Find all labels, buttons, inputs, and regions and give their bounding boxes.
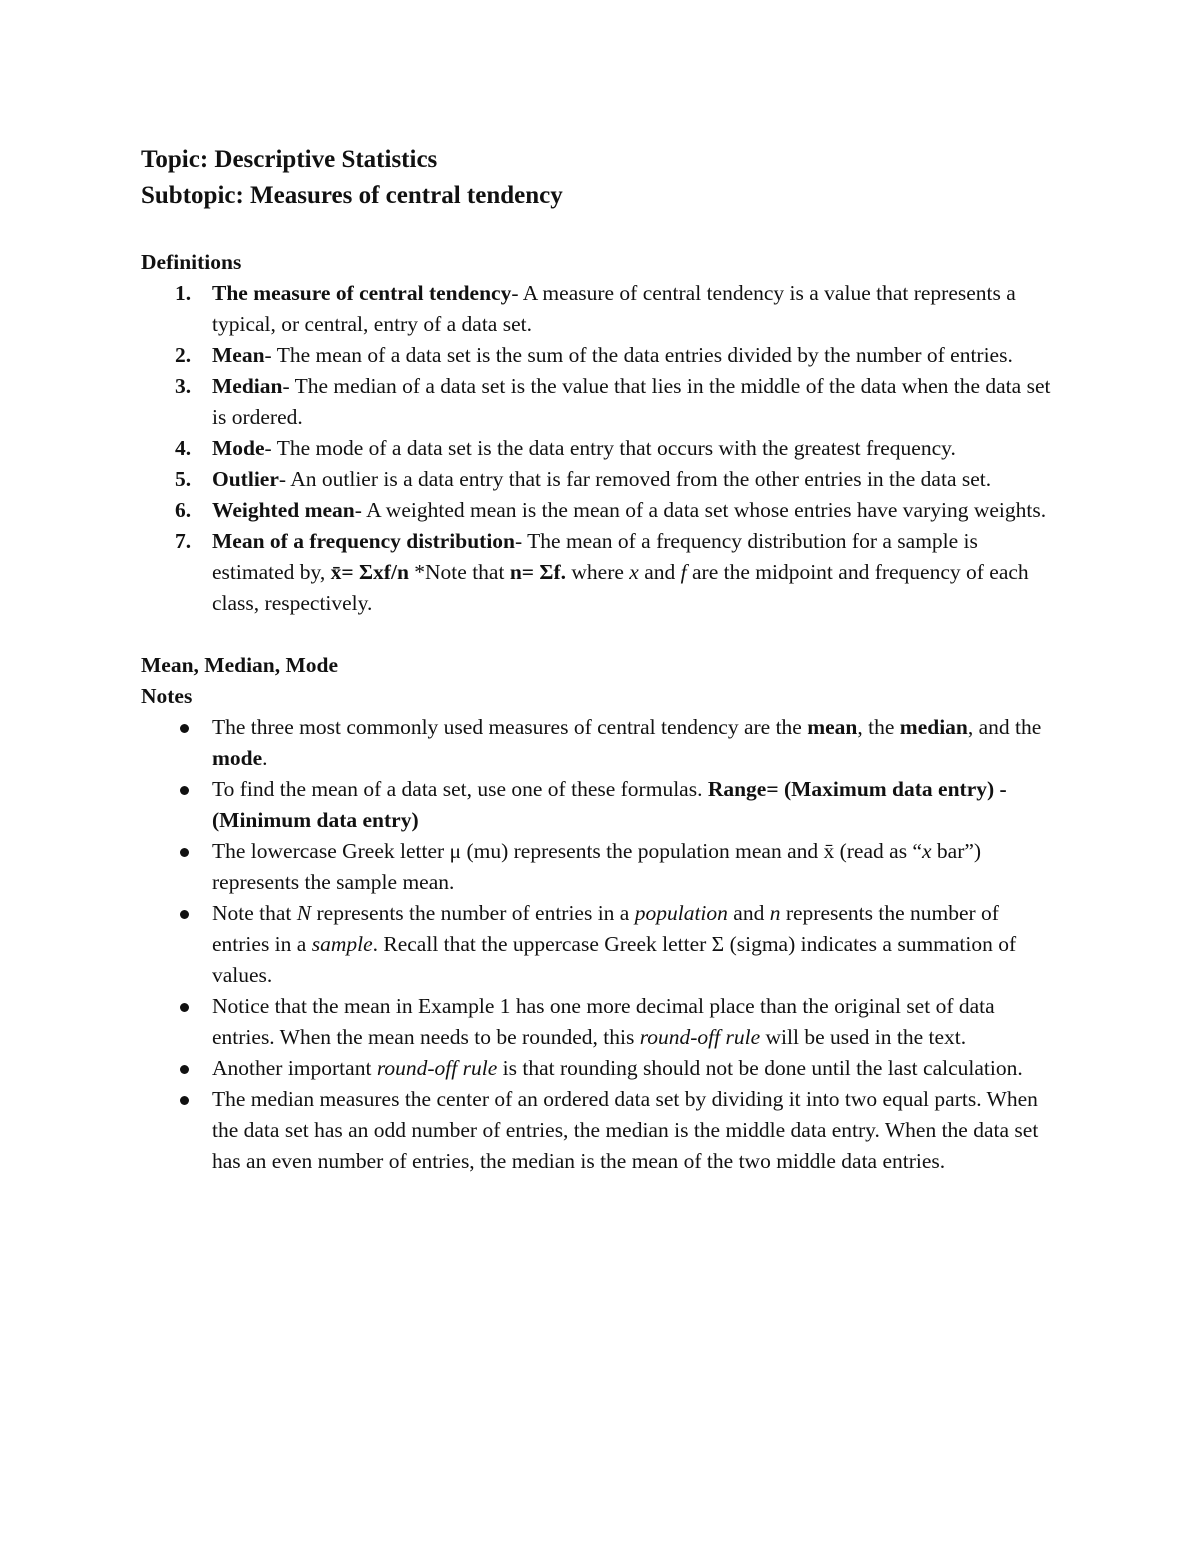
bullet-icon	[180, 1065, 189, 1074]
note-text: will be used in the text.	[760, 1025, 967, 1049]
definition-text: - A weighted mean is the mean of a data set whose entries have varying weights.	[354, 498, 1047, 522]
note-item	[141, 991, 1061, 1053]
note-text: represents the number of entries in a	[212, 901, 999, 956]
note-text: bar”) represents the sample mean.	[212, 839, 982, 894]
topic-title: Topic: Descriptive Statistics	[141, 146, 438, 173]
note-text: .	[262, 746, 268, 770]
note-text: and	[727, 901, 770, 925]
definition-item	[141, 371, 1061, 433]
italic-term: round-off rule	[639, 1025, 761, 1049]
definition-term: Mode	[212, 436, 265, 460]
subtopic-title: Subtopic: Measures of central tendency	[141, 182, 563, 209]
bullet-icon	[180, 1096, 189, 1105]
list-number: 6.	[175, 498, 192, 522]
sample-mean-formula: x̄= Σxf/n	[330, 560, 409, 584]
list-number: 5.	[175, 467, 192, 491]
list-number: 2.	[175, 343, 192, 367]
definition-term: Mean	[212, 343, 265, 367]
note-item	[141, 774, 1061, 836]
note-text: Note that	[212, 901, 297, 925]
definitions-list	[141, 278, 1061, 619]
definition-term: Mean of a frequency distribution	[212, 529, 515, 553]
definitions-heading: Definitions	[141, 250, 242, 274]
definition-item	[141, 278, 1061, 340]
definition-text: - The median of a data set is the value that lies in the middle of the data when the data set is ordered.	[212, 374, 1051, 429]
bold-term: median	[899, 715, 968, 739]
note-mid: where	[566, 560, 630, 584]
definition-item	[141, 464, 1061, 495]
italic-term: population	[634, 901, 728, 925]
definition-item	[141, 340, 1061, 371]
note-text: To find the mean of a data set, use one of these formulas.	[212, 777, 708, 801]
note-item	[141, 712, 1061, 774]
note-text: , and the	[967, 715, 1042, 739]
note-suffix: are the midpoint and frequency of each class, respectively.	[212, 560, 1029, 615]
note-text: The median measures the center of an ordered data set by dividing it into two equal parts. When the data set has an odd number of entries, the median is the middle data entry. When the data set has an even number of entries, the median is the mean of the two middle data entries.	[212, 1087, 1039, 1173]
bullet-icon	[180, 848, 189, 857]
notes-list	[141, 712, 1061, 1177]
definition-term: Outlier	[212, 467, 279, 491]
definition-text: - The mode of a data set is the data entry that occurs with the greatest frequency.	[264, 436, 956, 460]
note-text: Notice that the mean in Example 1 has one more decimal place than the original set of data entries. When the mean needs to be rounded, this	[212, 994, 995, 1049]
bullet-icon	[180, 1003, 189, 1012]
note-text: represents the number of entries in a	[311, 901, 635, 925]
note-item	[141, 898, 1061, 991]
definition-text: - The mean of a data set is the sum of the data entries divided by the number of entries.	[264, 343, 1013, 367]
document-page	[141, 142, 1061, 1177]
italic-term: x	[921, 839, 932, 863]
and-text: and	[638, 560, 681, 584]
definition-term: The measure of central tendency	[212, 281, 512, 305]
italic-term: sample	[311, 932, 373, 956]
bullet-icon	[180, 786, 189, 795]
list-number: 7.	[175, 529, 192, 553]
note-prefix: *Note that	[408, 560, 510, 584]
note-text: , the	[857, 715, 900, 739]
definition-item	[141, 495, 1061, 526]
notes-heading: Notes	[141, 684, 193, 708]
mean-median-mode-heading: Mean, Median, Mode	[141, 653, 339, 677]
bullet-icon	[180, 910, 189, 919]
n-formula: n= Σf.	[509, 560, 567, 584]
range-formula: Range= (Maximum data entry) - (Minimum data entry)	[212, 777, 1007, 832]
list-number: 1.	[175, 281, 192, 305]
definition-term: Weighted mean	[212, 498, 355, 522]
italic-term: n	[769, 901, 781, 925]
definition-text: - A measure of central tendency is a value that represents a typical, or central, entry of a data set.	[212, 281, 1016, 336]
note-item	[141, 836, 1061, 898]
note-text: The lowercase Greek letter μ (mu) represents the population mean and x̄ (read as “	[212, 839, 922, 863]
note-text: is that rounding should not be done until the last calculation.	[497, 1056, 1023, 1080]
definition-item	[141, 526, 1061, 619]
italic-term: round-off rule	[376, 1056, 498, 1080]
note-item	[141, 1084, 1061, 1177]
variable-f: f	[680, 560, 687, 584]
italic-term: N	[296, 901, 312, 925]
note-text: Another important	[212, 1056, 377, 1080]
note-text: . Recall that the uppercase Greek letter Σ (sigma) indicates a summation of values.	[212, 932, 1017, 987]
variable-x: x	[629, 560, 639, 584]
definition-term: Median	[212, 374, 283, 398]
definition-item	[141, 433, 1061, 464]
bold-term: mean	[807, 715, 858, 739]
note-text: The three most commonly used measures of central tendency are the	[212, 715, 808, 739]
list-number: 4.	[175, 436, 192, 460]
bullet-icon	[180, 724, 189, 733]
definition-text: - An outlier is a data entry that is far removed from the other entries in the data set.	[278, 467, 992, 491]
bold-term: mode	[212, 746, 263, 770]
note-item	[141, 1053, 1061, 1084]
definition-text: - The mean of a frequency distribution for a sample is estimated by,	[212, 529, 978, 584]
list-number: 3.	[175, 374, 192, 398]
